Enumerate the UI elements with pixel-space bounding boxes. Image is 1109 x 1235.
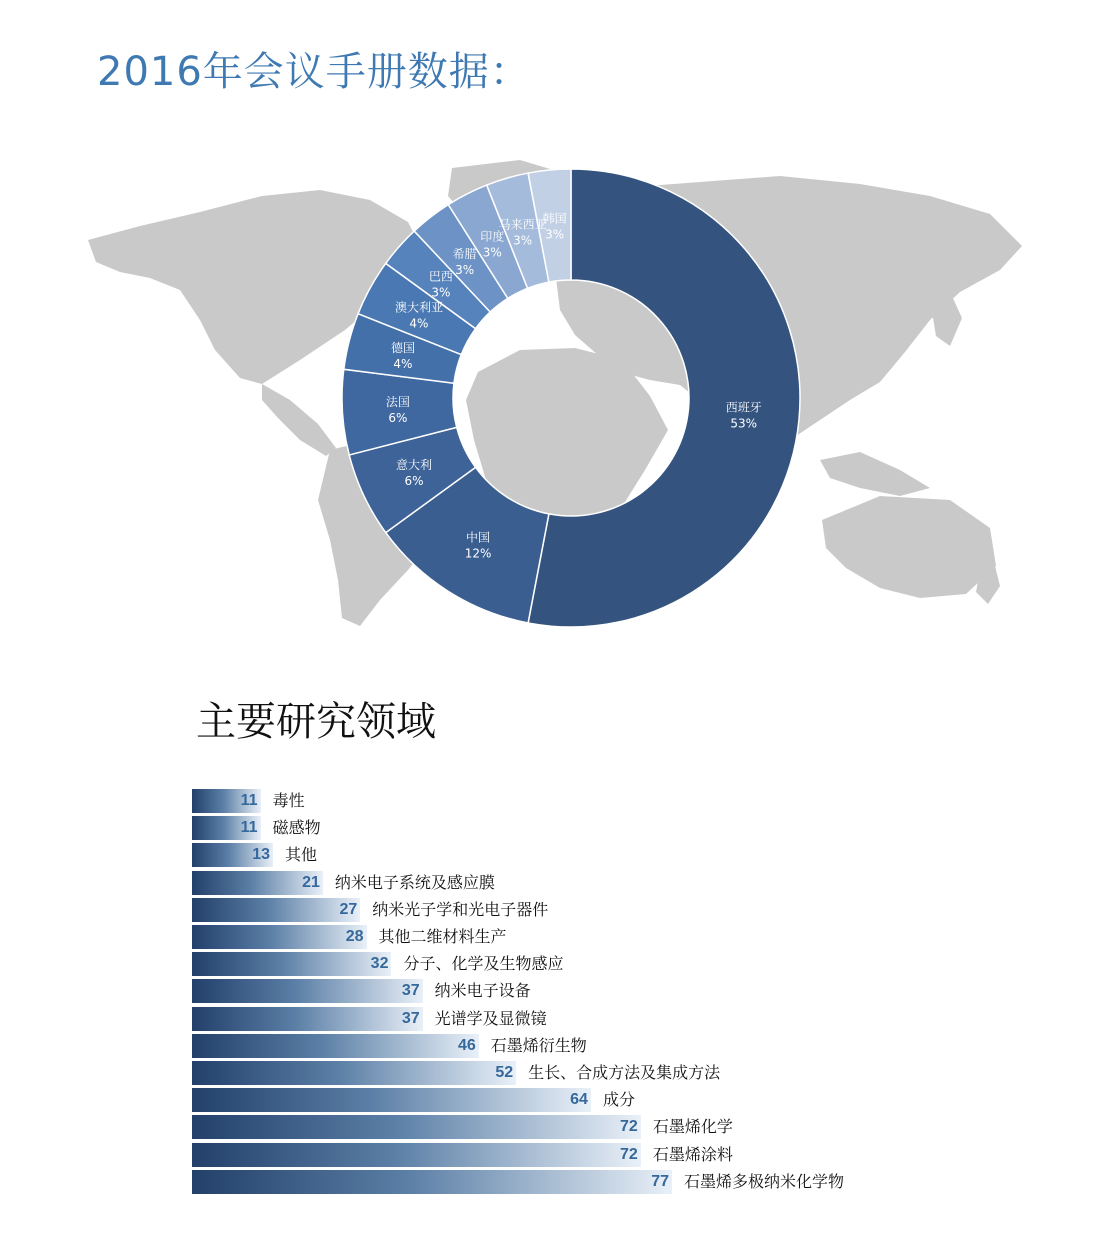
donut-category-label: 意大利	[396, 457, 433, 472]
bar-category-label: 毒性	[272, 791, 305, 810]
bar-category-label: 石墨烯涂料	[652, 1144, 733, 1164]
bar-value-label: 37	[401, 1009, 420, 1027]
bar-category-label: 纳米电子设备	[434, 981, 531, 1001]
donut-category-label: 德国	[390, 340, 415, 355]
bar-category-label: 石墨烯化学	[652, 1117, 733, 1137]
donut-percent-label: 3%	[545, 227, 565, 242]
donut-percent-label: 4%	[393, 356, 413, 371]
bar-value-label: 52	[495, 1064, 514, 1081]
bar-value-label: 27	[339, 900, 358, 918]
bar-value-label: 72	[620, 1118, 638, 1136]
bar-category-label: 分子、化学及生物感应	[403, 954, 564, 974]
bar	[192, 1034, 479, 1058]
donut-category-label: 中国	[466, 530, 491, 545]
bar-category-label: 纳米电子系统及感应膜	[334, 872, 495, 892]
bar-value-label: 77	[651, 1172, 669, 1190]
donut-percent-label: 12%	[464, 546, 492, 561]
bar-value-label: 37	[401, 982, 420, 1000]
bar	[192, 1115, 641, 1139]
bar-category-label: 纳米光子学和光电子器件	[372, 899, 549, 919]
donut-percent-label: 4%	[409, 316, 429, 331]
bar-category-label: 石墨烯多极纳米化学物	[684, 1171, 845, 1191]
bar-value-label: 46	[457, 1036, 476, 1054]
donut-percent-label: 3%	[513, 233, 533, 248]
bar-value-label: 21	[302, 873, 320, 891]
donut-category-label: 巴西	[428, 269, 453, 284]
bar	[192, 1088, 591, 1112]
donut-category-label: 法国	[385, 394, 410, 409]
bar-category-label: 石墨烯衍生物	[490, 1035, 587, 1055]
bar-category-label: 其他	[285, 845, 318, 865]
bar-value-label: 13	[252, 846, 271, 864]
donut-category-label: 澳大利亚	[394, 300, 443, 315]
bar-category-label: 光谱学及显微镜	[434, 1008, 547, 1028]
donut-percent-label: 53%	[730, 416, 758, 431]
page-title: 2016年会议手册数据：	[97, 49, 531, 95]
donut-category-label: 韩国	[542, 211, 567, 226]
donut-percent-label: 6%	[404, 473, 424, 488]
bar-chart	[192, 789, 912, 1209]
bar-value-label: 28	[345, 928, 364, 945]
donut-category-label: 希腊	[452, 246, 477, 261]
bar-category-label: 磁感物	[272, 818, 321, 838]
donut-percent-label: 3%	[482, 245, 502, 260]
donut-percent-label: 6%	[388, 410, 408, 425]
donut-category-label: 西班牙	[725, 400, 762, 415]
donut-category-label: 印度	[480, 229, 505, 244]
bar-value-label: 32	[370, 955, 389, 973]
bar-category-label: 成分	[602, 1090, 635, 1110]
donut-percent-label: 3%	[431, 285, 451, 300]
bar	[192, 1170, 672, 1194]
bar-category-label: 生长、合成方法及集成方法	[528, 1063, 721, 1082]
bar	[192, 1061, 516, 1085]
donut-percent-label: 3%	[455, 262, 475, 277]
bar-category-label: 其他二维材料生产	[378, 927, 507, 946]
bar	[192, 1143, 641, 1167]
bar-chart-title: 主要研究领域	[196, 699, 436, 745]
bar-value-label: 72	[620, 1145, 638, 1163]
bar-value-label: 11	[240, 819, 258, 837]
bar-value-label: 64	[570, 1091, 588, 1109]
donut-category-label: 马来西亚	[498, 217, 547, 232]
bar-value-label: 11	[240, 792, 258, 809]
